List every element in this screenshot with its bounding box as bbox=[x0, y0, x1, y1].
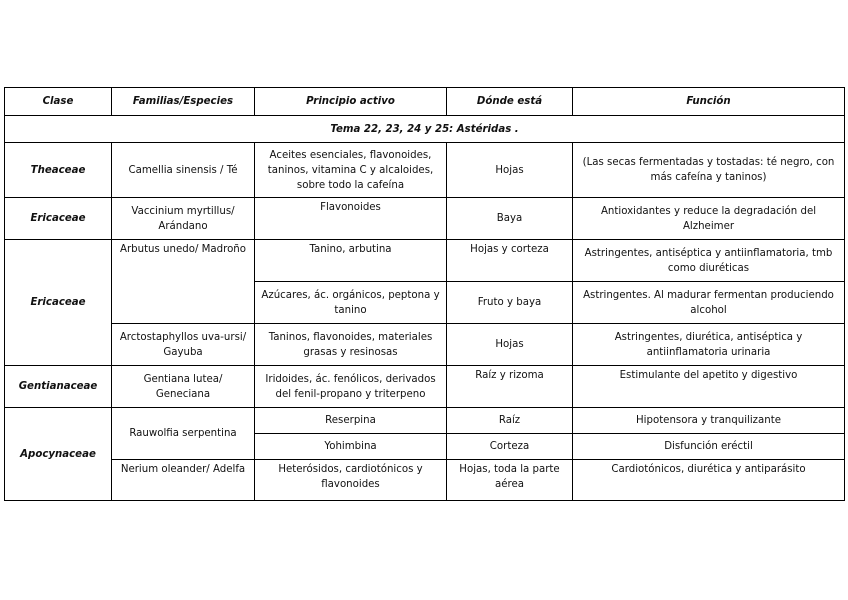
active-principle-cell: Flavonoides bbox=[255, 198, 447, 240]
function-cell: Astringentes, diurética, antiséptica y antiinflamatoria urinaria bbox=[573, 324, 845, 366]
location-cell: Hojas y corteza bbox=[447, 240, 573, 282]
table-row bbox=[5, 366, 845, 408]
active-principle-cell: Aceites esenciales, flavonoides, taninos, vitamina C y alcaloides, sobre todo la cafeína bbox=[255, 143, 447, 198]
location-cell: Raíz y rizoma bbox=[447, 366, 573, 408]
header-donde: Dónde está bbox=[447, 88, 573, 116]
species-cell: Camellia sinensis / Té bbox=[112, 143, 255, 198]
plants-table bbox=[4, 87, 845, 501]
species-cell: Arbutus unedo/ Madroño bbox=[112, 240, 255, 324]
location-cell: Raíz bbox=[447, 408, 573, 434]
table-row bbox=[5, 240, 845, 282]
species-cell: Vaccinium myrtillus/ Arándano bbox=[112, 198, 255, 240]
species-cell: Nerium oleander/ Adelfa bbox=[112, 460, 255, 501]
function-cell: Hipotensora y tranquilizante bbox=[573, 408, 845, 434]
class-cell: Ericaceae bbox=[5, 198, 112, 240]
active-principle-cell: Reserpina bbox=[255, 408, 447, 434]
location-cell: Baya bbox=[447, 198, 573, 240]
header-row bbox=[5, 88, 845, 116]
function-cell: Estimulante del apetito y digestivo bbox=[573, 366, 845, 408]
active-principle-cell: Taninos, flavonoides, materiales grasas y resinosas bbox=[255, 324, 447, 366]
header-clase: Clase bbox=[5, 88, 112, 116]
table-row bbox=[5, 198, 845, 240]
function-cell: (Las secas fermentadas y tostadas: té negro, con más cafeína y taninos) bbox=[573, 143, 845, 198]
class-cell: Gentianaceae bbox=[5, 366, 112, 408]
species-cell: Rauwolfia serpentina bbox=[112, 408, 255, 460]
active-principle-cell: Tanino, arbutina bbox=[255, 240, 447, 282]
active-principle-cell: Yohimbina bbox=[255, 434, 447, 460]
class-cell: Ericaceae bbox=[5, 240, 112, 366]
table-row bbox=[5, 324, 845, 366]
table-row bbox=[5, 460, 845, 501]
species-cell: Gentiana lutea/ Geneciana bbox=[112, 366, 255, 408]
function-cell: Antioxidantes y reduce la degradación del Alzheimer bbox=[573, 198, 845, 240]
active-principle-cell: Heterósidos, cardiotónicos y flavonoides bbox=[255, 460, 447, 501]
table-row bbox=[5, 408, 845, 434]
class-cell: Theaceae bbox=[5, 143, 112, 198]
function-cell: Astringentes, antiséptica y antiinflamatoria, tmb como diuréticas bbox=[573, 240, 845, 282]
location-cell: Hojas, toda la parte aérea bbox=[447, 460, 573, 501]
header-familias: Familias/Especies bbox=[112, 88, 255, 116]
table-row bbox=[5, 143, 845, 198]
topic-row bbox=[5, 116, 845, 143]
active-principle-cell: Azúcares, ác. orgánicos, peptona y tanino bbox=[255, 282, 447, 324]
function-cell: Cardiotónicos, diurética y antiparásito bbox=[573, 460, 845, 501]
species-cell: Arctostaphyllos uva-ursi/ Gayuba bbox=[112, 324, 255, 366]
topic-title: Tema 22, 23, 24 y 25: Astéridas . bbox=[5, 116, 845, 143]
header-principio: Principio activo bbox=[255, 88, 447, 116]
function-cell: Astringentes. Al madurar fermentan produciendo alcohol bbox=[573, 282, 845, 324]
class-cell: Apocynaceae bbox=[5, 408, 112, 501]
location-cell: Corteza bbox=[447, 434, 573, 460]
function-cell: Disfunción eréctil bbox=[573, 434, 845, 460]
location-cell: Hojas bbox=[447, 143, 573, 198]
active-principle-cell: Iridoides, ác. fenólicos, derivados del fenil-propano y triterpeno bbox=[255, 366, 447, 408]
location-cell: Fruto y baya bbox=[447, 282, 573, 324]
header-funcion: Función bbox=[573, 88, 845, 116]
location-cell: Hojas bbox=[447, 324, 573, 366]
